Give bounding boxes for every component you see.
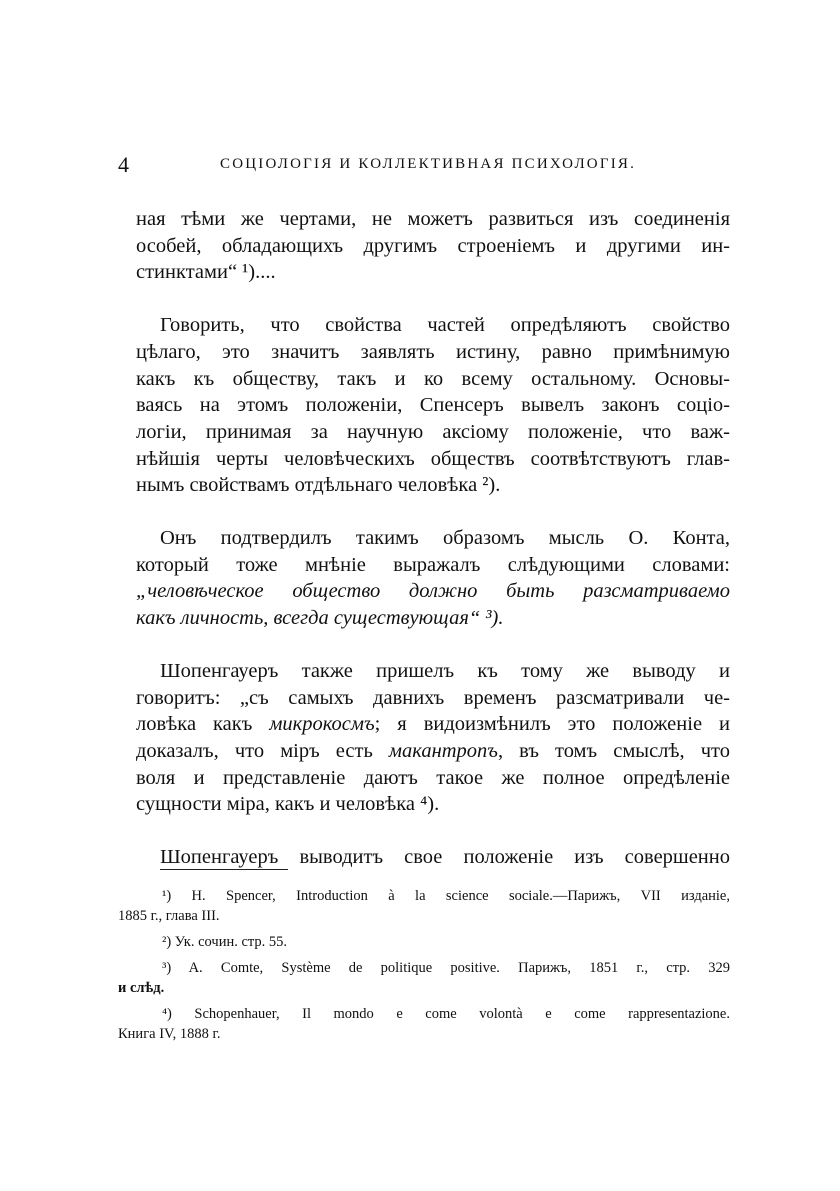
running-header [118,152,738,182]
italic-term: микрокосмъ [269,713,375,736]
text-line: „человѣческое общество должно быть разсматриваемо [136,580,730,603]
text-segment: , въ томъ смыслѣ, что [497,739,730,762]
text-line: особей, обладающихъ другимъ строеніемъ и другими ин- [136,234,730,257]
italic-term: макантропъ [388,739,498,762]
text-segment: доказалъ, что міръ есть [136,739,389,762]
paragraph-2 [136,312,730,499]
text-line: Онъ подтвердилъ такимъ образомъ мысль О. Конта, [160,527,730,550]
footnote-line: ¹) H. Spencer, Introduction à la science sociale.—Парижъ, VII изданіе, [162,888,730,904]
footnote-line: ²) Ук. сочин. стр. 55. [162,934,288,950]
text-line: говоритъ: „съ самыхъ давнихъ временъ разсматривали че- [136,686,730,709]
footnote-line: и слѣд. [118,980,165,996]
text-line: цѣлаго, это значитъ заявлять истину, равно примѣнимую [136,340,730,363]
text-line: Шопенгауеръ также пришелъ къ тому же выводу и [160,659,730,682]
footnote-2 [118,932,730,952]
page-number: 4 [118,152,129,177]
text-line: стинктами“ ¹).... [136,261,276,284]
footnotes [118,886,730,1050]
text-line: Говорить, что свойства частей опредѣляютъ свойство [160,314,730,337]
footnote-1 [118,886,730,926]
footnote-line: ⁴) Schopenhauer, Il mondo e come volontà e come rappresentazione. [162,1006,730,1022]
paragraph-3 [136,525,730,632]
text-line: Шопенгауеръ выводитъ свое положеніе изъ совершенно [160,846,730,869]
running-title: СОЦІОЛОГІЯ И КОЛЛЕКТИВНАЯ ПСИХОЛОГІЯ. [220,156,637,172]
text-line: ная тѣми же чертами, не можетъ развиться изъ соединенія [136,208,730,230]
paragraph-1 [136,206,730,286]
text-line: ваясь на этомъ положеніи, Спенсеръ вывелъ законъ соціо- [136,394,730,417]
footnote-line: 1885 г., глава III. [118,908,220,924]
text-line: логіи, принимая за научную аксіому положеніе, что важ- [136,420,730,443]
text-segment: ; я видоизмѣнилъ это положеніе и [374,713,730,736]
paragraph-5 [160,844,730,871]
text-line: сущности міра, какъ и человѣка ⁴). [136,793,440,816]
footnote-line: ³) A. Comte, Système de politique positive. Парижъ, 1851 г., стр. 329 [162,960,730,976]
footnote-3 [118,958,730,998]
footnote-line: Книга IV, 1888 г. [118,1026,221,1042]
text-line: какъ личность, всегда существующая“ ³). [136,607,504,630]
text-line: нѣйшія черты человѣческихъ обществъ соотвѣтствуютъ глав- [136,447,730,470]
footnote-rule [160,869,288,870]
paragraph-4 [136,658,730,818]
text-line [136,711,730,738]
text-line [136,738,730,765]
text-segment: ловѣка какъ [136,713,270,736]
footnote-4 [118,1004,730,1044]
text-line: который тоже мнѣніе выражалъ слѣдующими словами: [136,553,730,576]
text-line: какъ къ обществу, такъ и ко всему остальному. Основы- [136,367,730,390]
main-text [136,206,730,871]
text-line: нымъ свойствамъ отдѣльнаго человѣка ²). [136,474,501,497]
text-line: воля и представленіе даютъ такое же полное опредѣленіе [136,766,730,789]
